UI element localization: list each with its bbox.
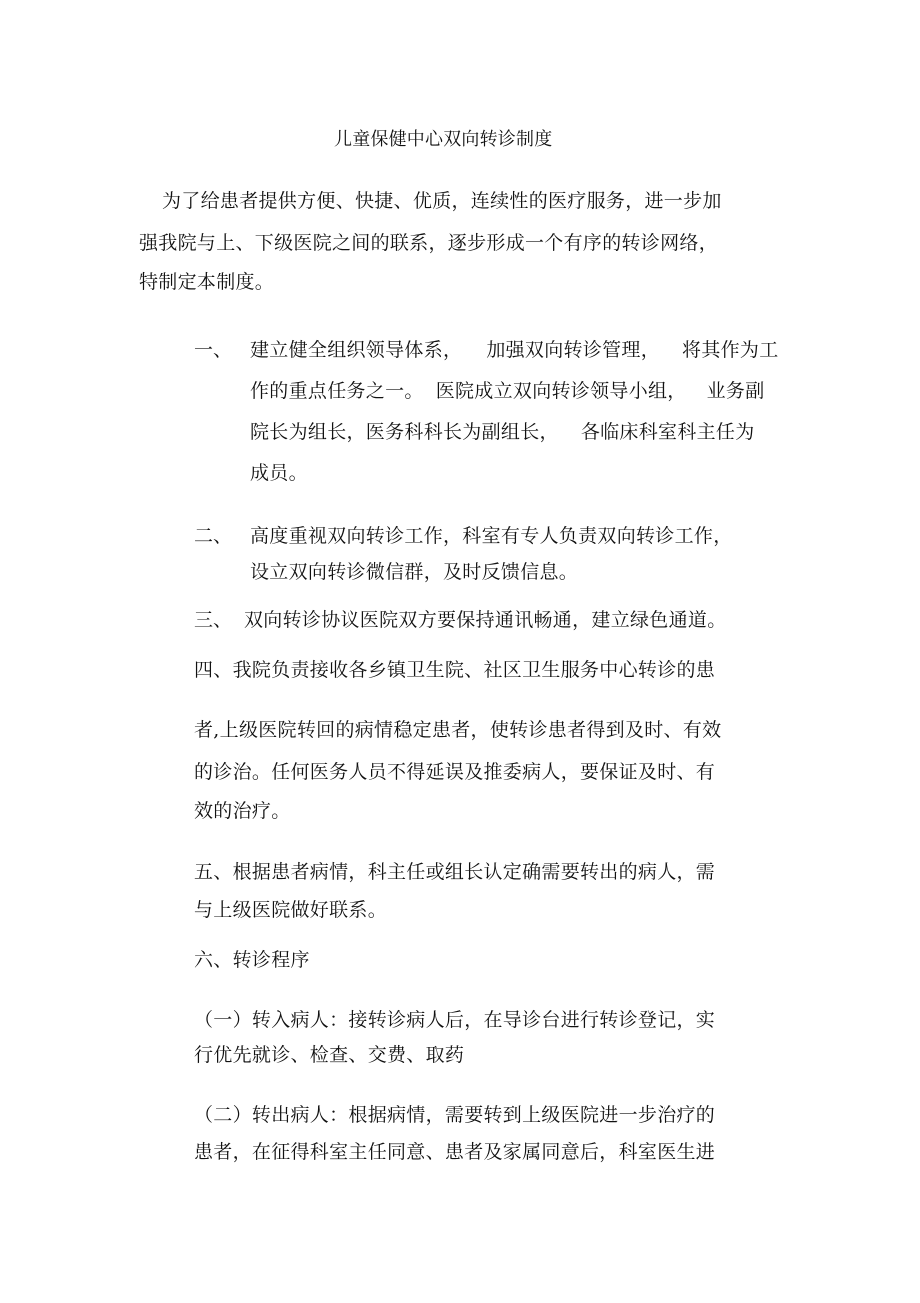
item1-line-3: [250, 420, 755, 444]
item1-number: 一、: [194, 339, 233, 361]
item6-heading: 六、转诊程序: [194, 949, 310, 971]
item3-number: 三、: [194, 609, 233, 631]
item4-line-3: 的诊治。任何医务人员不得延误及推委病人，要保证及时、有: [194, 761, 716, 783]
item2-line-2: 设立双向转诊微信群，及时反馈信息。: [250, 561, 579, 583]
item1-segment-7: 院长为组长，医务科科长为副组长，: [250, 421, 559, 443]
item1-segment-4: 作的重点任务之一。: [250, 380, 424, 402]
item1-segment-6: 业务副: [706, 380, 765, 402]
item1-segment-5: 医院成立双向转诊领导小组，: [435, 380, 687, 402]
item6-sub2-line-2: 患者，在征得科室主任同意、患者及家属同意后，科室医生进: [194, 1141, 716, 1163]
item5-line-1: 五、根据患者病情，科主任或组长认定确需要转出的病人，需: [194, 861, 716, 883]
item6-sub2-line-1: （二）转出病人：根据病情，需要转到上级医院进一步治疗的: [194, 1104, 716, 1126]
item1-segment-8: 各临床科室科主任为: [580, 421, 755, 443]
intro-line-3: 特制定本制度。: [139, 271, 275, 293]
item1-segment-3: 将其作为工: [682, 339, 779, 361]
item5-line-2: 与上级医院做好联系。: [194, 899, 388, 921]
item6-sub1-line-1: （一）转入病人：接转诊病人后，在导诊台进行转诊登记，实: [194, 1009, 716, 1031]
item1-line-2: [250, 379, 765, 403]
item2-number: 二、: [194, 525, 233, 547]
page-title: 儿童保健中心双向转诊制度: [334, 129, 553, 150]
item6-sub1-line-2: 行优先就诊、检查、交费、取药: [194, 1044, 465, 1066]
item4-line-1: 四、我院负责接收各乡镇卫生院、社区卫生服务中心转诊的患: [194, 659, 716, 681]
intro-line-1: 为了给患者提供方便、快捷、优质，连续性的医疗服务，进一步加: [162, 190, 722, 212]
item4-line-4: 效的治疗。: [194, 800, 291, 822]
item1-line-1: [250, 338, 779, 362]
item4-line-2: 者,上级医院转回的病情稳定患者，使转诊患者得到及时、有效: [194, 719, 722, 741]
item1-segment-1: 建立健全组织领导体系，: [250, 339, 463, 361]
item2-line-1: 高度重视双向转诊工作，科室有专人负责双向转诊工作，: [250, 525, 733, 547]
item1-line-4: 成员。: [250, 462, 308, 484]
item3-text: 双向转诊协议医院双方要保持通讯畅通，建立绿色通道。: [244, 609, 727, 631]
intro-line-2: 强我院与上、下级医院之间的联系，逐步形成一个有序的转诊网络，: [139, 232, 719, 254]
item1-segment-2: 加强双向转诊管理，: [486, 339, 661, 361]
